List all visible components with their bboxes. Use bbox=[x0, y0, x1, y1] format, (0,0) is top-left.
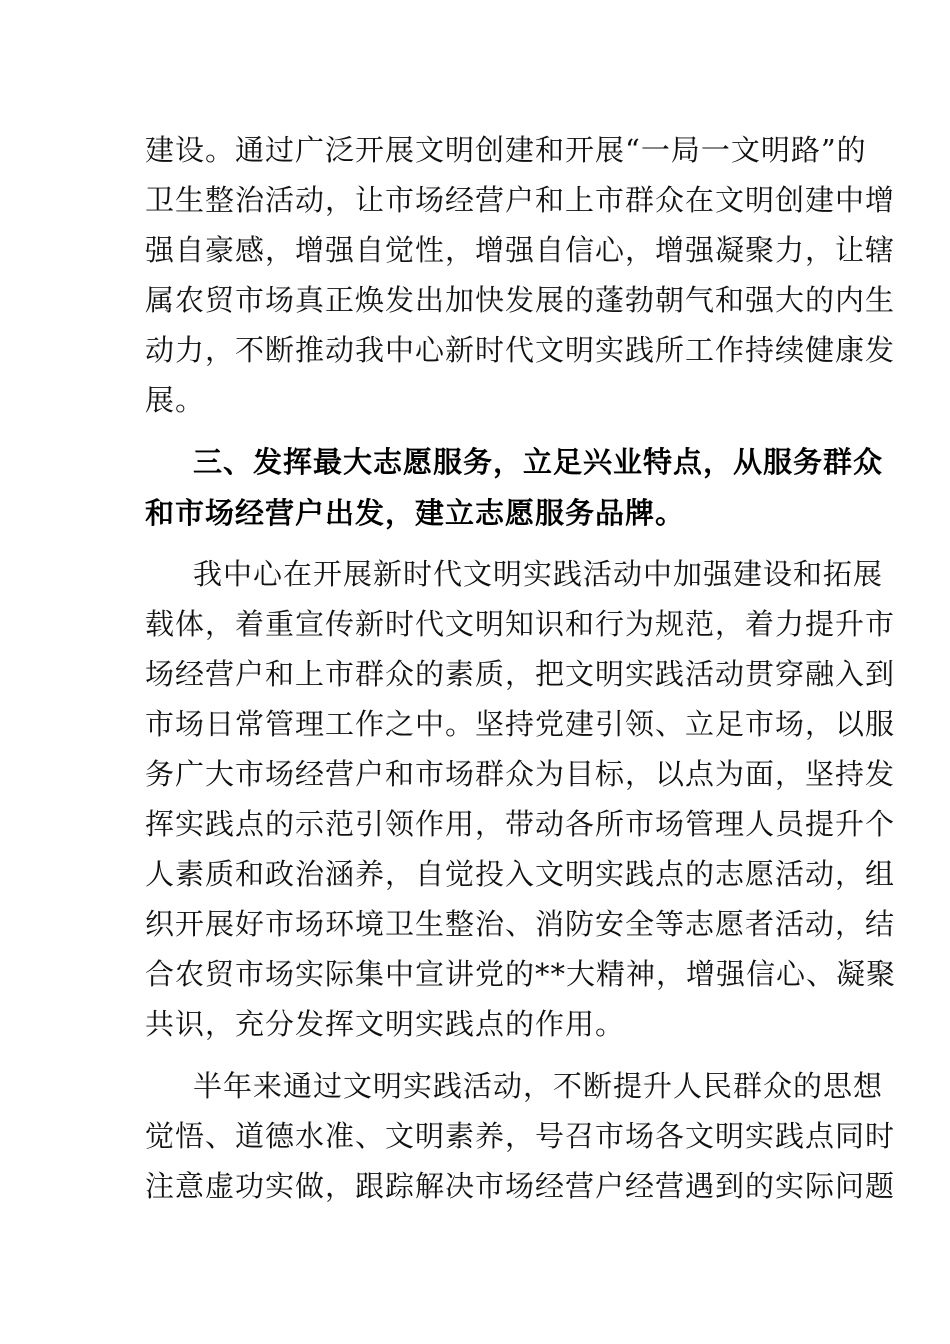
paragraph-2-line-10: 共识，充分发挥文明实践点的作用。 bbox=[145, 1007, 626, 1041]
paragraph-2-line-6: 挥实践点的示范引领作用，带动各所市场管理人员提升个 bbox=[145, 807, 896, 841]
paragraph-2-line-3: 场经营户和上市群众的素质，把文明实践活动贯穿融入到 bbox=[145, 657, 896, 691]
section-heading-line-1: 三、发挥最大志愿服务，立足兴业特点，从服务群众 bbox=[193, 445, 884, 479]
paragraph-3-line-3: 注意虚功实做，跟踪解决市场经营户经营遇到的实际问题 bbox=[145, 1169, 896, 1203]
paragraph-1-line-4: 属农贸市场真正焕发出加快发展的蓬勃朝气和强大的内生 bbox=[145, 283, 896, 317]
paragraph-2-line-8: 织开展好市场环境卫生整治、消防安全等志愿者活动，结 bbox=[145, 907, 896, 941]
paragraph-1-line-1: 建设。通过广泛开展文明创建和开展“一局一文明路”的 bbox=[145, 133, 867, 167]
paragraph-1-line-6: 展。 bbox=[145, 383, 206, 417]
paragraph-1-line-2: 卫生整治活动，让市场经营户和上市群众在文明创建中增 bbox=[145, 183, 896, 217]
paragraph-2-line-2: 载体，着重宣传新时代文明知识和行为规范，着力提升市 bbox=[145, 607, 896, 641]
paragraph-2-line-1: 我中心在开展新时代文明实践活动中加强建设和拓展 bbox=[193, 557, 884, 591]
paragraph-1-line-5: 动力，不断推动我中心新时代文明实践所工作持续健康发 bbox=[145, 333, 896, 367]
paragraph-3-line-2: 觉悟、道德水准、文明素养，号召市场各文明实践点同时 bbox=[145, 1119, 896, 1153]
paragraph-1-line-3: 强自豪感，增强自觉性，增强自信心，增强凝聚力，让辖 bbox=[145, 233, 896, 267]
paragraph-2-line-9: 合农贸市场实际集中宣讲党的**大精神，增强信心、凝聚 bbox=[145, 957, 897, 991]
section-heading-line-2: 和市场经营户出发，建立志愿服务品牌。 bbox=[145, 496, 686, 530]
paragraph-2-line-7: 人素质和政治涵养，自觉投入文明实践点的志愿活动，组 bbox=[145, 857, 896, 891]
paragraph-2-line-4: 市场日常管理工作之中。坚持党建引领、立足市场，以服 bbox=[145, 707, 896, 741]
paragraph-2-line-5: 务广大市场经营户和市场群众为目标，以点为面，坚持发 bbox=[145, 757, 896, 791]
paragraph-3-line-1: 半年来通过文明实践活动，不断提升人民群众的思想 bbox=[193, 1069, 884, 1103]
